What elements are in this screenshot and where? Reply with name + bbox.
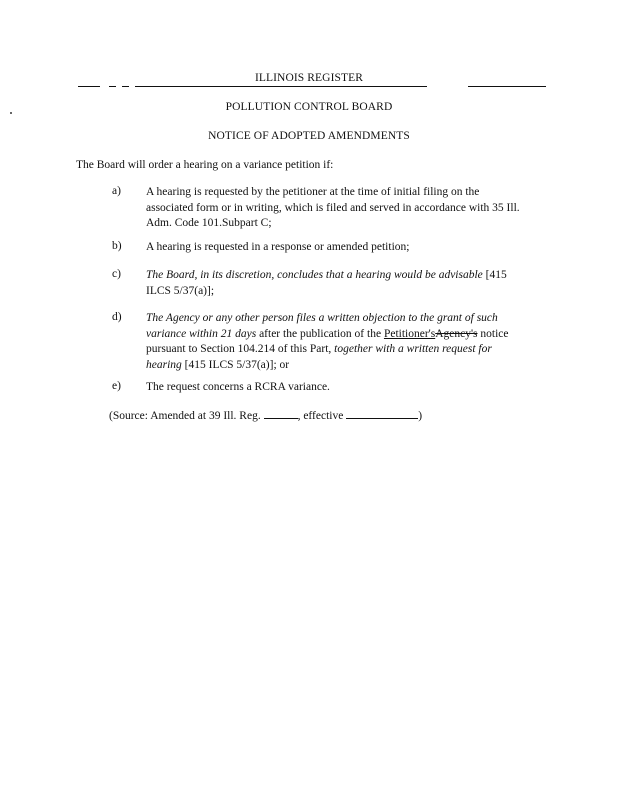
item-b-label: b) [112, 240, 122, 252]
header-rule-dash-2 [122, 86, 129, 87]
item-d-italic-2: together with a written request for hearing [146, 343, 492, 371]
register-page-blank [264, 407, 298, 419]
item-a-text: A hearing is requested by the petitioner at the time of initial filing on the associated form or in writing, which is filed and served in accordance with 35 Ill. Adm. Code 101.Subpart C; [146, 186, 520, 229]
item-b-text: A hearing is requested in a response or amended petition; [146, 241, 410, 253]
board-title: POLLUTION CONTROL BOARD [225, 101, 393, 113]
item-e-text: The request concerns a RCRA variance. [146, 381, 330, 393]
intro-paragraph: The Board will order a hearing on a variance petition if: [76, 159, 334, 171]
header-rule-right [468, 86, 546, 87]
item-d-plain-2: notice pursuant to Section 104.214 of this Part, [146, 327, 509, 355]
source-note [109, 407, 422, 425]
item-c-italic: The Board, in its discretion, concludes that a hearing would be advisable [146, 269, 483, 281]
item-d-text [146, 311, 521, 373]
source-prefix: (Source: Amended at 39 Ill. Reg. [109, 410, 264, 422]
item-c-text [146, 268, 516, 299]
item-d-inserted-word: Petitioner's [383, 327, 436, 340]
header-rule-dash-1 [109, 86, 116, 87]
effective-date-blank [346, 407, 418, 419]
item-d-label: d) [112, 311, 122, 323]
item-d-italic-1: The Agency or any other person files a written objection to the grant of such variance within 21 days [146, 312, 498, 340]
item-d-plain-1: after the publication of the [256, 327, 384, 340]
item-d-deleted-word: Agency's [435, 327, 478, 340]
item-c-label: c) [112, 268, 121, 280]
item-d-plain-3: [415 ILCS 5/37(a)]; or [181, 358, 290, 371]
header-rule-center [135, 86, 427, 87]
header-rule-left [78, 86, 100, 87]
source-middle: , effective [297, 410, 347, 422]
item-e-label: e) [112, 380, 121, 392]
notice-title: NOTICE OF ADOPTED AMENDMENTS [208, 130, 410, 142]
item-a-label: a) [112, 185, 121, 197]
source-suffix: ) [418, 410, 423, 422]
register-title: ILLINOIS REGISTER [254, 72, 364, 84]
item-c-citation: [415 ILCS 5/37(a)]; [146, 269, 507, 297]
